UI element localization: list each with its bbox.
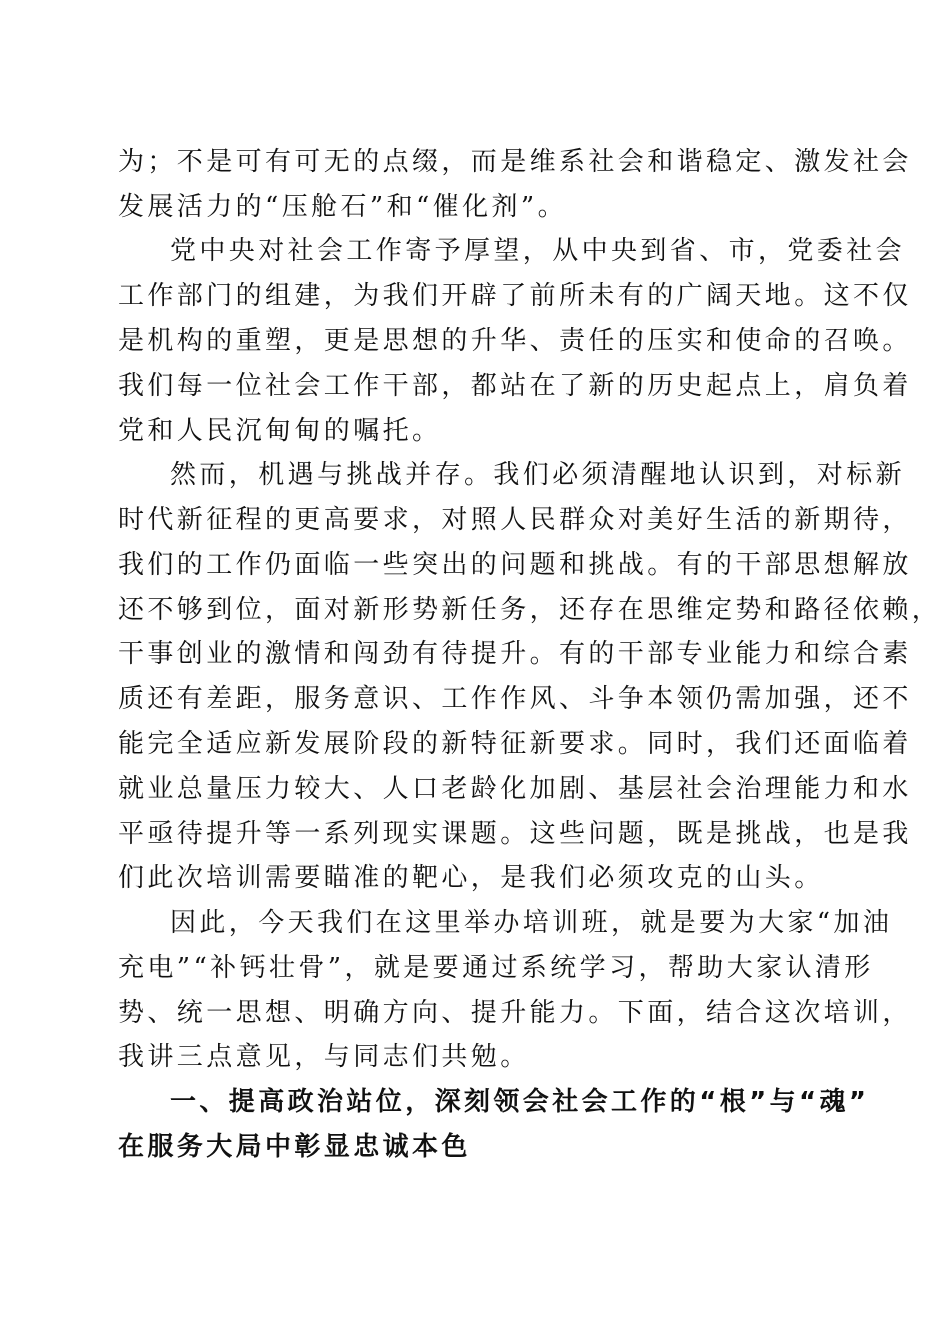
section-heading-continued: 在服务大局中彰显忠诚本色 — [118, 1132, 471, 1162]
text-line: 能完全适应新发展阶段的新特征新要求。同时，我们还面临着 — [118, 729, 912, 759]
section-heading: 一、提高政治站位，深刻领会社会工作的“根”与“魂” — [170, 1087, 870, 1117]
text-line: 发展活力的“压舱石”和“催化剂”。 — [118, 192, 567, 222]
paragraph-first-line: 因此，今天我们在这里举办培训班，就是要为大家“加油 — [170, 908, 893, 938]
text-line: 我们的工作仍面临一些突出的问题和挑战。有的干部思想解放 — [118, 550, 912, 580]
text-line: 干事创业的激情和闯劲有待提升。有的干部专业能力和综合素 — [118, 639, 912, 669]
paragraph-first-line: 然而，机遇与挑战并存。我们必须清醒地认识到，对标新 — [170, 460, 906, 490]
text-line: 平亟待提升等一系列现实课题。这些问题，既是挑战，也是我 — [118, 819, 912, 849]
paragraph-first-line: 党中央对社会工作寄予厚望，从中央到省、市，党委社会 — [170, 236, 906, 266]
text-line: 党和人民沉甸甸的嘱托。 — [118, 416, 442, 446]
text-line: 们此次培训需要瞄准的靶心，是我们必须攻克的山头。 — [118, 863, 824, 893]
text-line: 为；不是可有可无的点缀，而是维系社会和谐稳定、激发社会 — [118, 147, 912, 177]
text-line: 是机构的重塑，更是思想的升华、责任的压实和使命的召唤。 — [118, 326, 912, 356]
text-line: 我讲三点意见，与同志们共勉。 — [118, 1042, 530, 1072]
text-line: 还不够到位，面对新形势新任务，还存在思维定势和路径依赖， — [118, 595, 942, 625]
text-line: 就业总量压力较大、人口老龄化加剧、基层社会治理能力和水 — [118, 774, 912, 804]
text-line: 时代新征程的更高要求，对照人民群众对美好生活的新期待， — [118, 505, 912, 535]
text-line: 工作部门的组建，为我们开辟了前所未有的广阔天地。这不仅 — [118, 281, 912, 311]
text-line: 质还有差距，服务意识、工作作风、斗争本领仍需加强，还不 — [118, 684, 912, 714]
text-line: 势、统一思想、明确方向、提升能力。下面，结合这次培训， — [118, 998, 912, 1028]
text-line: 我们每一位社会工作干部，都站在了新的历史起点上，肩负着 — [118, 371, 912, 401]
text-line: 充电”“补钙壮骨”，就是要通过系统学习，帮助大家认清形 — [118, 953, 874, 983]
